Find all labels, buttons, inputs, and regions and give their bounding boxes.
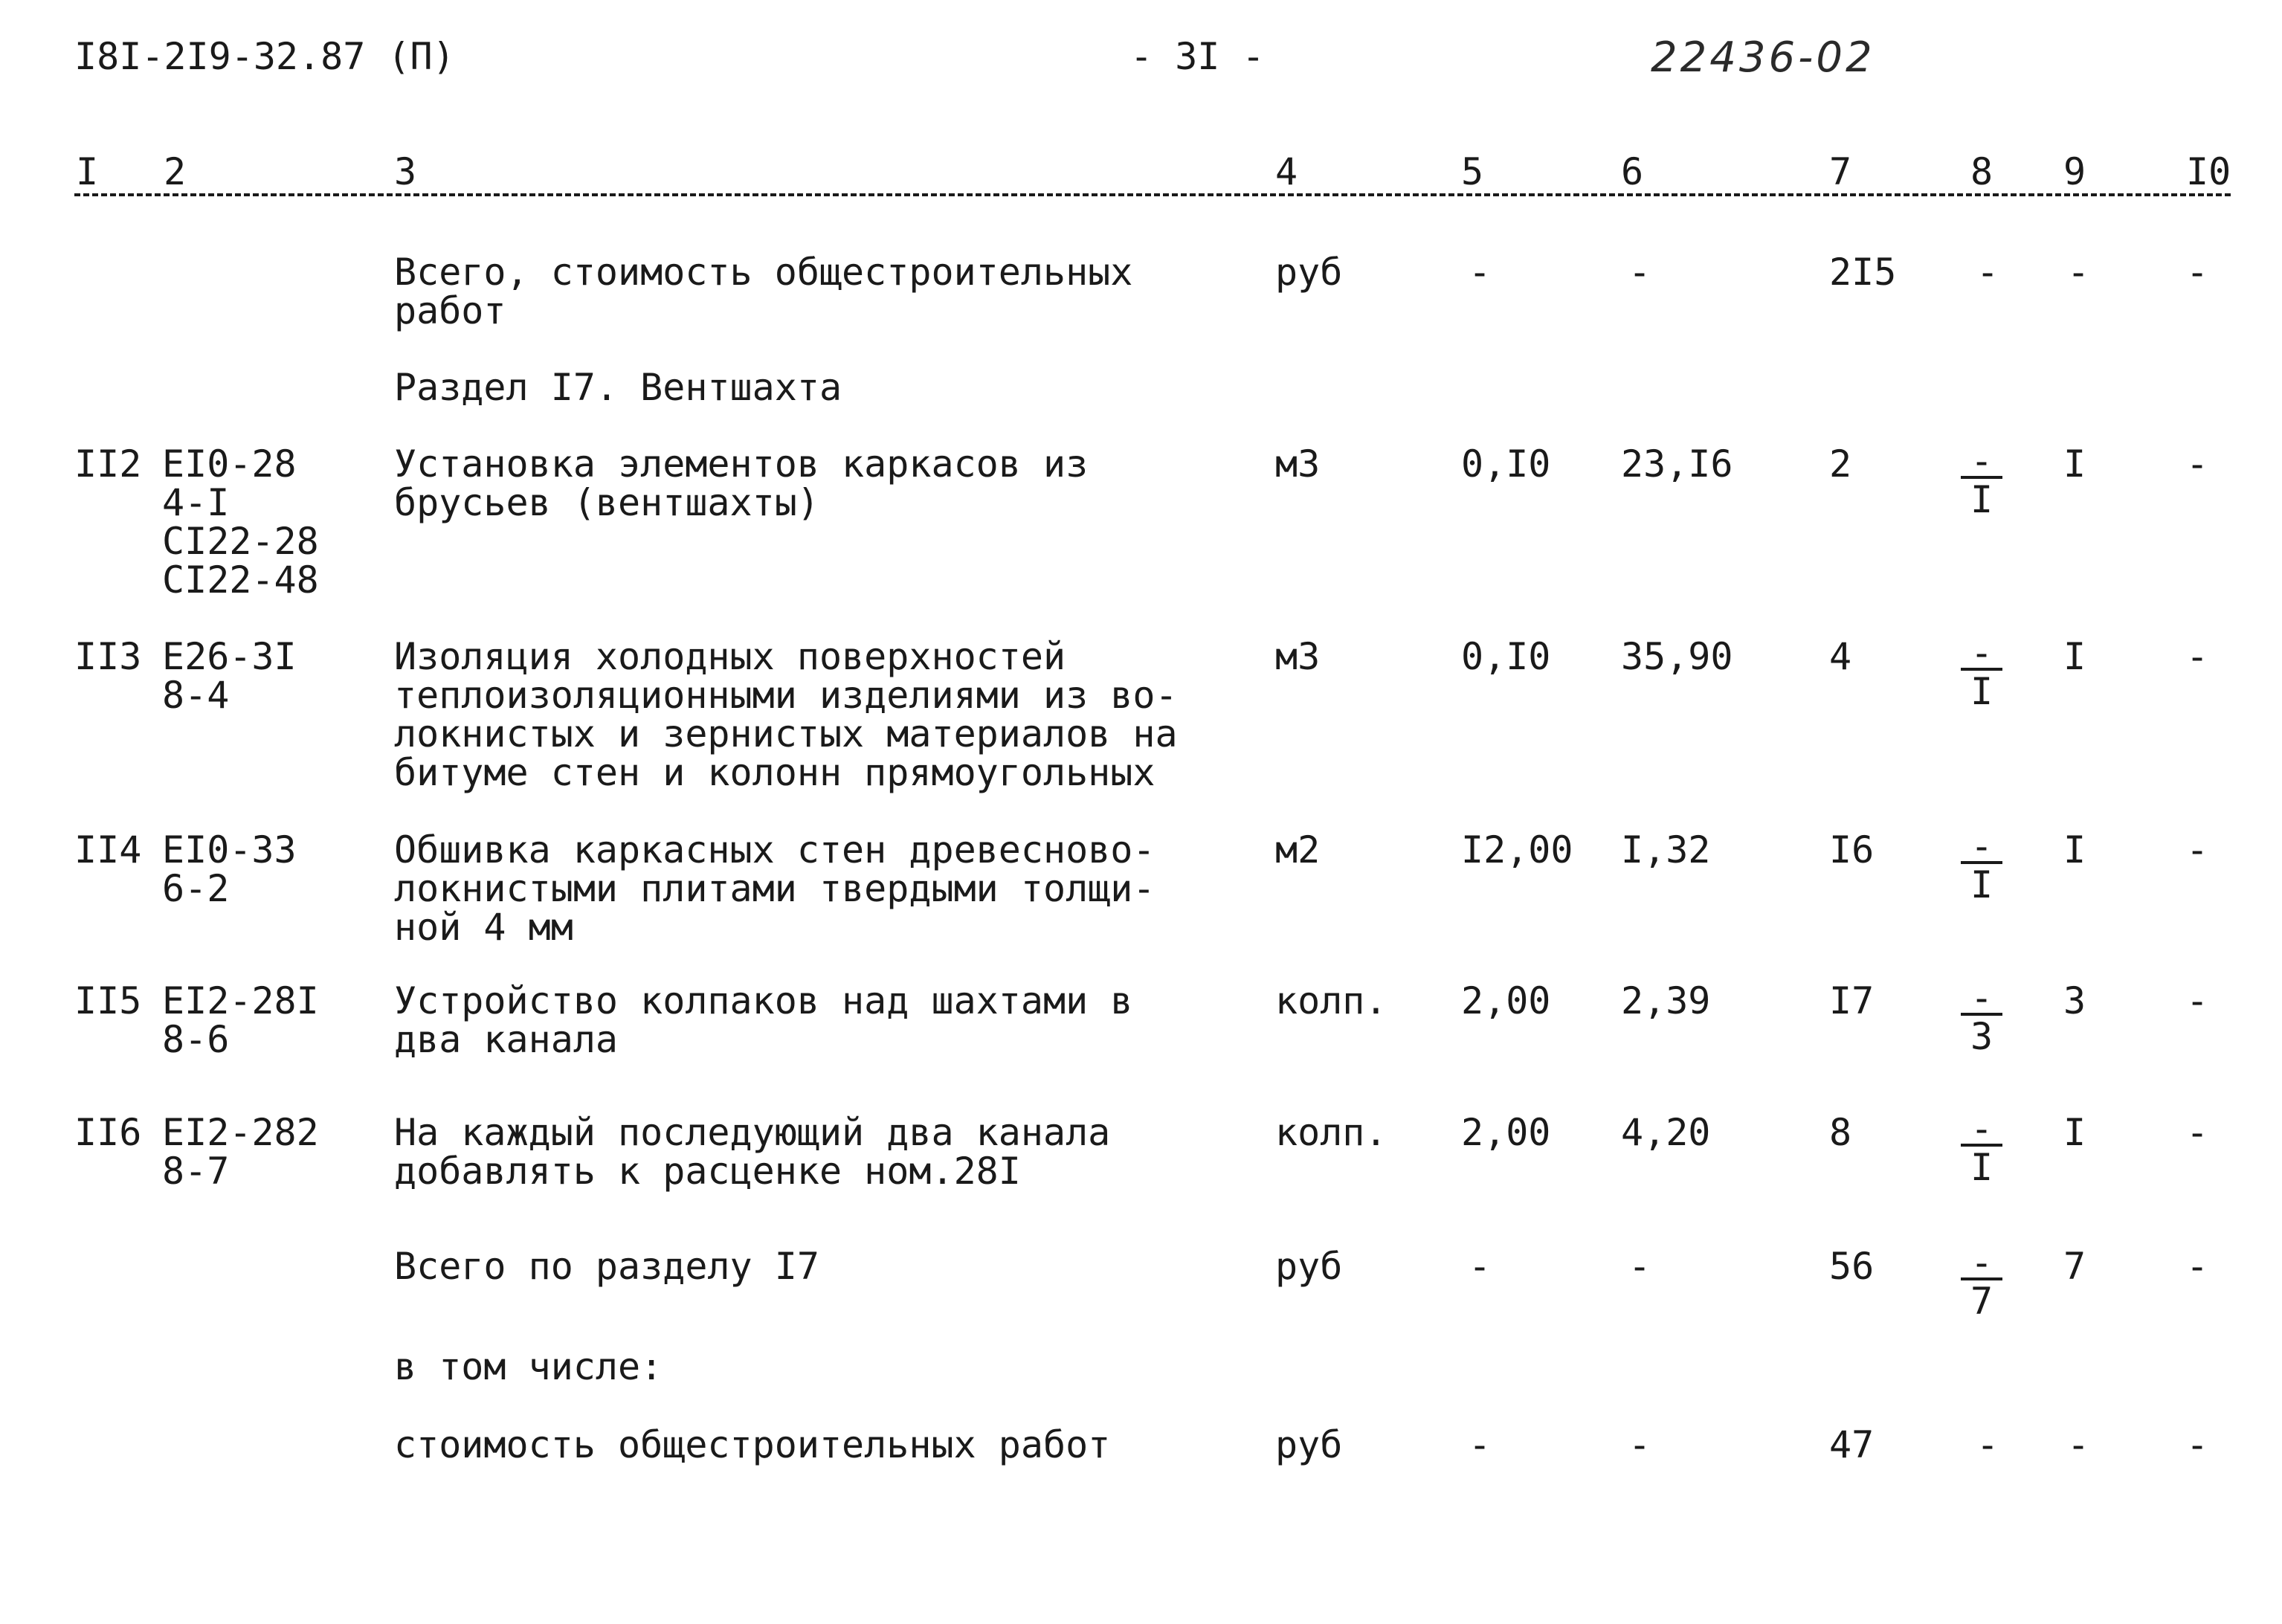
fraction-denominator: 7: [1970, 1280, 1993, 1323]
row-col9: 7: [2063, 1245, 2086, 1288]
header-divider: [74, 193, 2231, 196]
row-price: 23,I6: [1621, 442, 1733, 486]
column-header: 4: [1275, 150, 1298, 193]
row-col8-fraction: [1956, 976, 2008, 1058]
row-quantity: -: [1469, 1245, 1492, 1288]
row-description: Обшивка каркасных стен древесново- локнистыми плитами твердыми толщи- ной 4 мм: [394, 828, 1155, 949]
column-header: 9: [2063, 150, 2086, 193]
fraction-denominator: I: [1970, 670, 1993, 713]
row-quantity: 0,I0: [1461, 442, 1551, 486]
row-quantity: 2,00: [1461, 1111, 1551, 1154]
row-number: II3: [74, 635, 142, 678]
row-code: E26-3I 8-4: [162, 635, 297, 717]
row-price: I,32: [1621, 828, 1711, 871]
column-header: I: [76, 150, 99, 193]
row-price: 35,90: [1621, 635, 1733, 678]
section-title: Раздел I7. Вентшахта: [394, 366, 842, 409]
row-unit: колп.: [1275, 979, 1387, 1022]
row-col9: -: [2067, 251, 2090, 294]
row-col10: -: [2186, 1111, 2209, 1154]
row-price: -: [1628, 1423, 1651, 1466]
fraction-numerator: -: [1970, 439, 1993, 483]
row-description: Установка элементов каркасов из брусьев (вентшахты): [394, 442, 1089, 524]
row-col10: -: [2186, 979, 2209, 1022]
row-col9: -: [2067, 1423, 2090, 1466]
row-description: стоимость общестроительных работ: [394, 1423, 1111, 1466]
fraction-denominator: I: [1970, 1146, 1993, 1189]
row-col8-fraction: [1956, 1241, 2008, 1323]
column-header: 5: [1461, 150, 1484, 193]
row-col10: -: [2186, 442, 2209, 486]
row-quantity: -: [1469, 1423, 1492, 1466]
row-cost: 4: [1829, 635, 1852, 678]
row-col9: I: [2063, 828, 2086, 871]
row-unit: руб: [1275, 251, 1343, 294]
fraction-numerator: -: [1970, 976, 1993, 1019]
row-cost: I6: [1829, 828, 1875, 871]
row-quantity: 2,00: [1461, 979, 1551, 1022]
row-quantity: I2,00: [1461, 828, 1573, 871]
document-code: I8I-2I9-32.87 (П): [74, 35, 455, 78]
row-number: II6: [74, 1111, 142, 1154]
column-header: I0: [2186, 150, 2231, 193]
row-unit: м2: [1275, 828, 1321, 871]
row-cost: I7: [1829, 979, 1875, 1022]
row-col8: -: [1976, 251, 1999, 294]
row-col9: I: [2063, 1111, 2086, 1154]
row-price: 4,20: [1621, 1111, 1711, 1154]
row-number: II5: [74, 979, 142, 1022]
fraction-numerator: -: [1970, 1241, 1993, 1284]
row-cost: 47: [1829, 1423, 1875, 1466]
row-description: Изоляция холодных поверхностей теплоизоляционными изделиями из во- локнистых и зернистых материалов на битуме стен и колонн прямоугольных: [394, 635, 1178, 794]
row-col9: I: [2063, 442, 2086, 486]
row-cost: 8: [1829, 1111, 1852, 1154]
fraction-numerator: -: [1970, 825, 1993, 868]
page-number: - 3I -: [1130, 35, 1265, 78]
row-code: EI0-33 6-2: [162, 828, 297, 910]
row-code: EI2-28I 8-6: [162, 979, 319, 1061]
column-header: 7: [1829, 150, 1852, 193]
row-price: 2,39: [1621, 979, 1711, 1022]
row-col8-fraction: [1956, 439, 2008, 521]
handwritten-number: 22436-02: [1651, 33, 1875, 82]
row-col10: -: [2186, 1245, 2209, 1288]
row-unit: руб: [1275, 1245, 1343, 1288]
row-col9: 3: [2063, 979, 2086, 1022]
row-unit: колп.: [1275, 1111, 1387, 1154]
column-header: 2: [164, 150, 187, 193]
row-col10: -: [2186, 828, 2209, 871]
row-col8: -: [1976, 1423, 1999, 1466]
row-unit: м3: [1275, 635, 1321, 678]
row-col8-fraction: [1956, 1107, 2008, 1189]
row-unit: руб: [1275, 1423, 1343, 1466]
row-code: EI0-28 4-I CI22-28 CI22-48: [162, 442, 319, 602]
row-col8-fraction: [1956, 631, 2008, 713]
fraction-numerator: -: [1970, 1107, 1993, 1150]
row-description: Всего, стоимость общестроительных работ: [394, 251, 1133, 332]
row-col9: I: [2063, 635, 2086, 678]
row-quantity: 0,I0: [1461, 635, 1551, 678]
row-description: Всего по разделу I7: [394, 1245, 819, 1288]
column-header: 8: [1970, 150, 1993, 193]
row-description: На каждый последующий два канала добавлять к расценке ном.28I: [394, 1111, 1111, 1193]
row-price: -: [1628, 1245, 1651, 1288]
row-description: Устройство колпаков над шахтами в два канала: [394, 979, 1133, 1061]
row-col10: -: [2186, 635, 2209, 678]
row-unit: м3: [1275, 442, 1321, 486]
column-header: 6: [1621, 150, 1644, 193]
row-col10: -: [2186, 251, 2209, 294]
row-number: II4: [74, 828, 142, 871]
fraction-numerator: -: [1970, 631, 1993, 674]
row-number: II2: [74, 442, 142, 486]
row-price: -: [1628, 251, 1651, 294]
row-col8-fraction: [1956, 825, 2008, 906]
row-cost: 56: [1829, 1245, 1875, 1288]
row-cost: 2: [1829, 442, 1852, 486]
column-header: 3: [394, 150, 417, 193]
fraction-denominator: I: [1970, 478, 1993, 521]
row-col10: -: [2186, 1423, 2209, 1466]
row-code: EI2-282 8-7: [162, 1111, 319, 1193]
row-quantity: -: [1469, 251, 1492, 294]
including-label: в том числе:: [394, 1345, 663, 1388]
fraction-denominator: 3: [1970, 1015, 1993, 1058]
fraction-denominator: I: [1970, 863, 1993, 906]
row-cost: 2I5: [1829, 251, 1897, 294]
